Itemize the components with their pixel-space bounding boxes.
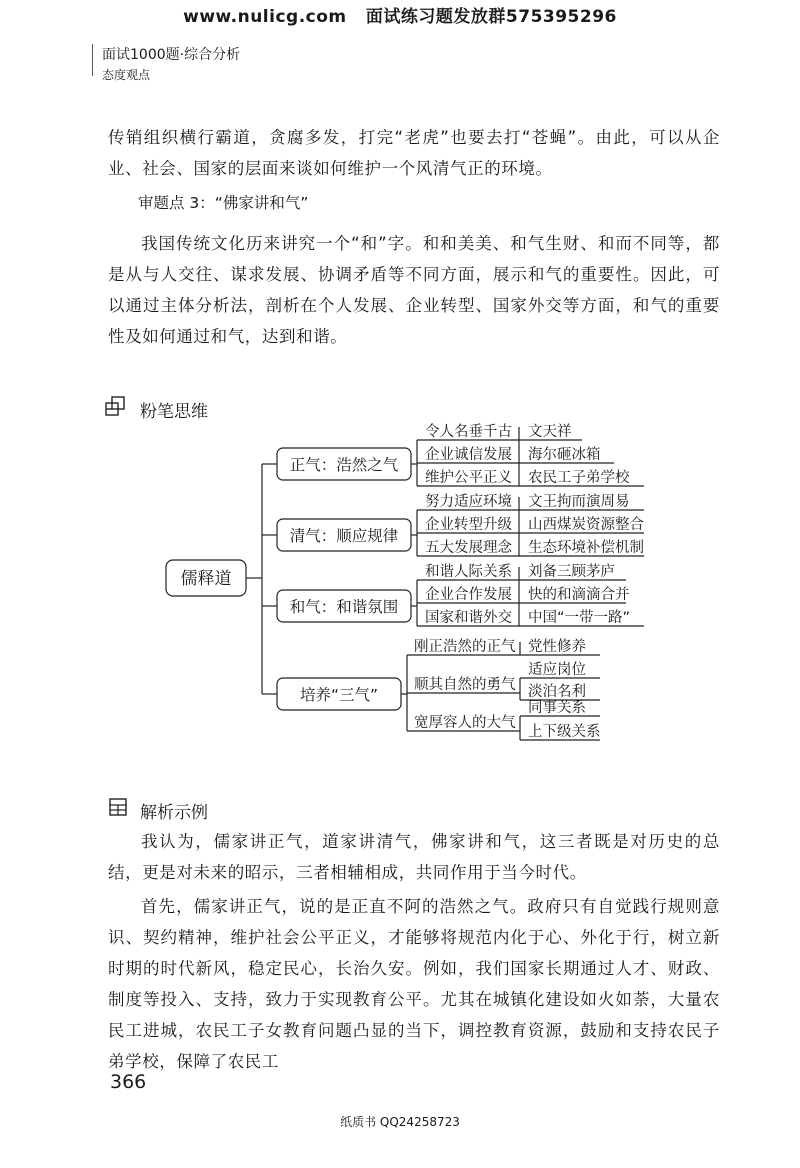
sub-label: 宽厚容人的大气 <box>414 715 516 731</box>
banner-site: www.nulicg.com <box>183 7 347 27</box>
mindmap-root: 儒释道 <box>180 569 232 589</box>
paragraph: 传销组织横行霸道，贪腐多发，打完“老虎”也要去打“苍蝇”。由此，可以从企业、社会、国家的层面来谈如何维护一个风清气正的环境。 <box>108 128 720 178</box>
page-number: 366 <box>110 1071 147 1093</box>
sub-item: 党性修养 <box>528 639 586 655</box>
leaf-right: 快的和滴滴合并 <box>528 587 630 603</box>
section-heading-analysis: 解析示例 <box>140 803 208 823</box>
leaf-right: 海尔砸冰箱 <box>528 447 601 463</box>
leaf-left: 维护公平正义 <box>425 470 512 486</box>
sub-item: 淡泊名利 <box>528 684 586 700</box>
branch-label: 培养“三气” <box>299 686 379 704</box>
leaf-right: 中国“一带一路” <box>528 610 631 626</box>
leaf-right: 山西煤炭资源整合 <box>528 517 644 533</box>
branch-label: 清气：顺应规律 <box>289 527 399 545</box>
leaf-right: 文王拘而演周易 <box>528 494 630 510</box>
sub-item: 适应岗位 <box>528 662 586 678</box>
section-title: 态度观点 <box>102 68 151 82</box>
leaf-left: 国家和谐外交 <box>425 610 512 626</box>
banner-group: 面试练习题发放群575395296 <box>365 7 617 27</box>
leaf-left: 和谐人际关系 <box>425 564 512 580</box>
leaf-right: 农民工子弟学校 <box>528 470 630 486</box>
footer-text: 纸质书 QQ24258723 <box>340 1115 460 1129</box>
paragraph: 首先，儒家讲正气，说的是正直不阿的浩然之气。政府只有自觉践行规则意识、契约精神，维护社会公平正义，才能够将规范内化于心、外化于行，树立新时期的时代新风，稳定民心，长治久安。例如，我们国家长期通过人才、财政、制度等投入、支持，致力于实现教育公平。尤其在城镇化建设如火如荼，大量农民工进城，农民工子女教育问题凸显的当下，调控教育资源，鼓励和支持农民子弟学校，保障了农民工 <box>108 897 720 1071</box>
leaf-right: 刘备三顾茅庐 <box>528 564 615 580</box>
subheading: 审题点 3：“佛家讲和气” <box>138 194 309 212</box>
leaf-right: 生态环境补偿机制 <box>528 540 644 556</box>
leaf-right: 文天祥 <box>528 424 572 440</box>
paragraph: 我国传统文化历来讲究一个“和”字。和和美美、和气生财、和而不同等，都是从与人交往、谋求发展、协调矛盾等不同方面，展示和气的重要性。因此，可以通过主体分析法，剖析在个人发展、企业转型、国家外交等方面，和气的重要性及如何通过和气，达到和谐。 <box>108 234 720 346</box>
leaf-left: 五大发展理念 <box>425 540 512 556</box>
branch-label: 和气：和谐氛围 <box>289 598 399 616</box>
leaf-left: 企业诚信发展 <box>425 447 512 463</box>
paragraph: 我认为，儒家讲正气，道家讲清气，佛家讲和气，这三者既是对历史的总结，更是对未来的昭示，三者相辅相成，共同作用于当今时代。 <box>108 832 720 882</box>
book-title: 面试1000题·综合分析 <box>102 47 241 63</box>
branch-label: 正气：浩然之气 <box>289 456 399 474</box>
sub-item: 同事关系 <box>528 700 586 716</box>
leaf-left: 企业合作发展 <box>425 587 512 603</box>
sub-item: 上下级关系 <box>528 724 601 740</box>
leaf-left: 企业转型升级 <box>425 517 512 533</box>
sub-label: 顺其自然的勇气 <box>414 677 516 693</box>
leaf-left: 令人名垂千古 <box>425 424 512 440</box>
sub-label: 刚正浩然的正气 <box>414 639 516 655</box>
analysis-icon <box>108 797 128 817</box>
section-heading-mindmap: 粉笔思维 <box>140 402 208 422</box>
leaf-left: 努力适应环境 <box>425 494 512 510</box>
